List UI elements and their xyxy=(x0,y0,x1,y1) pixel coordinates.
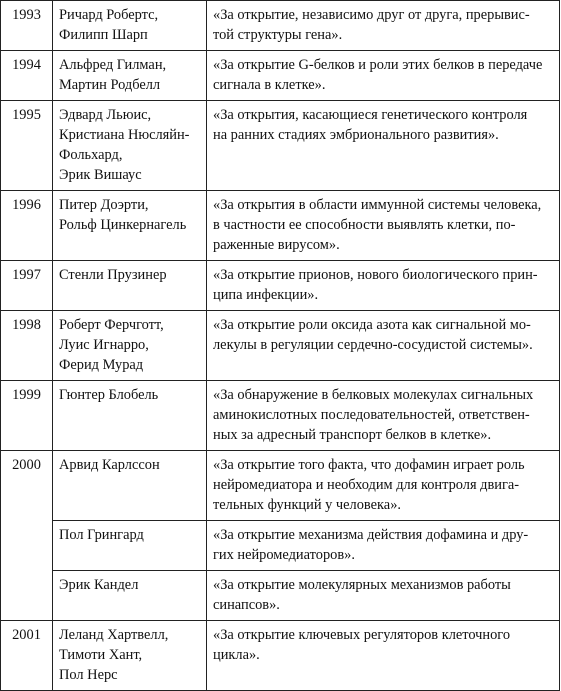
year-cell: 1994 xyxy=(1,51,53,101)
laureates-cell: Питер Доэрти, Рольф Цинкернагель xyxy=(53,191,207,261)
table-row xyxy=(1,101,560,191)
laureates-cell: Гюнтер Блобель xyxy=(53,381,207,451)
citation-cell: «За открытия, касающиеся генетического контроля на ранних стадиях эмбрионального развития». xyxy=(207,101,560,191)
table-row xyxy=(1,261,560,311)
laureates-cell: Роберт Ферчготт, Луис Игнарро, Ферид Мурад xyxy=(53,311,207,381)
table-row xyxy=(1,311,560,381)
year-cell: 1995 xyxy=(1,101,53,191)
year-cell: 2001 xyxy=(1,621,53,691)
citation-cell: «За открытия в области иммунной системы человека, в частности ее способности выявлять клетки, по- раженные вирусом». xyxy=(207,191,560,261)
citation-cell: «За обнаружение в белковых молекулах сигнальных аминокислотных последовательностей, ответствен- ных за адресный транспорт белков в клетке». xyxy=(207,381,560,451)
year-cell: 2000 xyxy=(1,451,53,621)
laureates-cell: Арвид Карлссон xyxy=(53,451,207,521)
laureates-cell: Эдвард Льюис, Кристиана Нюсляйн- Фольхард, Эрик Вишаус xyxy=(53,101,207,191)
laureates-cell: Эрик Кандел xyxy=(53,571,207,621)
citation-cell: «За открытие прионов, нового биологического прин- ципа инфекции». xyxy=(207,261,560,311)
table-row xyxy=(1,571,560,621)
table-row xyxy=(1,521,560,571)
citation-cell: «За открытие механизма действия дофамина и дру- гих нейромедиаторов». xyxy=(207,521,560,571)
citation-cell: «За открытие, независимо друг от друга, прерывис- той структуры гена». xyxy=(207,1,560,51)
table-row xyxy=(1,621,560,691)
citation-cell: «За открытие G-белков и роли этих белков в передаче сигнала в клетке». xyxy=(207,51,560,101)
laureates-cell: Пол Грингард xyxy=(53,521,207,571)
year-cell: 1998 xyxy=(1,311,53,381)
year-cell: 1996 xyxy=(1,191,53,261)
year-cell: 1999 xyxy=(1,381,53,451)
laureates-cell: Альфред Гилман, Мартин Родбелл xyxy=(53,51,207,101)
table-row xyxy=(1,51,560,101)
table-row xyxy=(1,381,560,451)
table-row xyxy=(1,1,560,51)
laureates-cell: Стенли Прузинер xyxy=(53,261,207,311)
table-row xyxy=(1,451,560,521)
citation-cell: «За открытие того факта, что дофамин играет роль нейромедиатора и необходим для контроля двига- тельных функций у человека». xyxy=(207,451,560,521)
citation-cell: «За открытие роли оксида азота как сигнальной мо- лекулы в регуляции сердечно-сосудистой системы». xyxy=(207,311,560,381)
citation-cell: «За открытие молекулярных механизмов работы синапсов». xyxy=(207,571,560,621)
laureates-cell: Ричард Робертс, Филипп Шарп xyxy=(53,1,207,51)
year-cell: 1997 xyxy=(1,261,53,311)
citation-cell: «За открытие ключевых регуляторов клеточного цикла». xyxy=(207,621,560,691)
table-row xyxy=(1,191,560,261)
laureates-cell: Леланд Хартвелл, Тимоти Хант, Пол Нерс xyxy=(53,621,207,691)
year-cell: 1993 xyxy=(1,1,53,51)
